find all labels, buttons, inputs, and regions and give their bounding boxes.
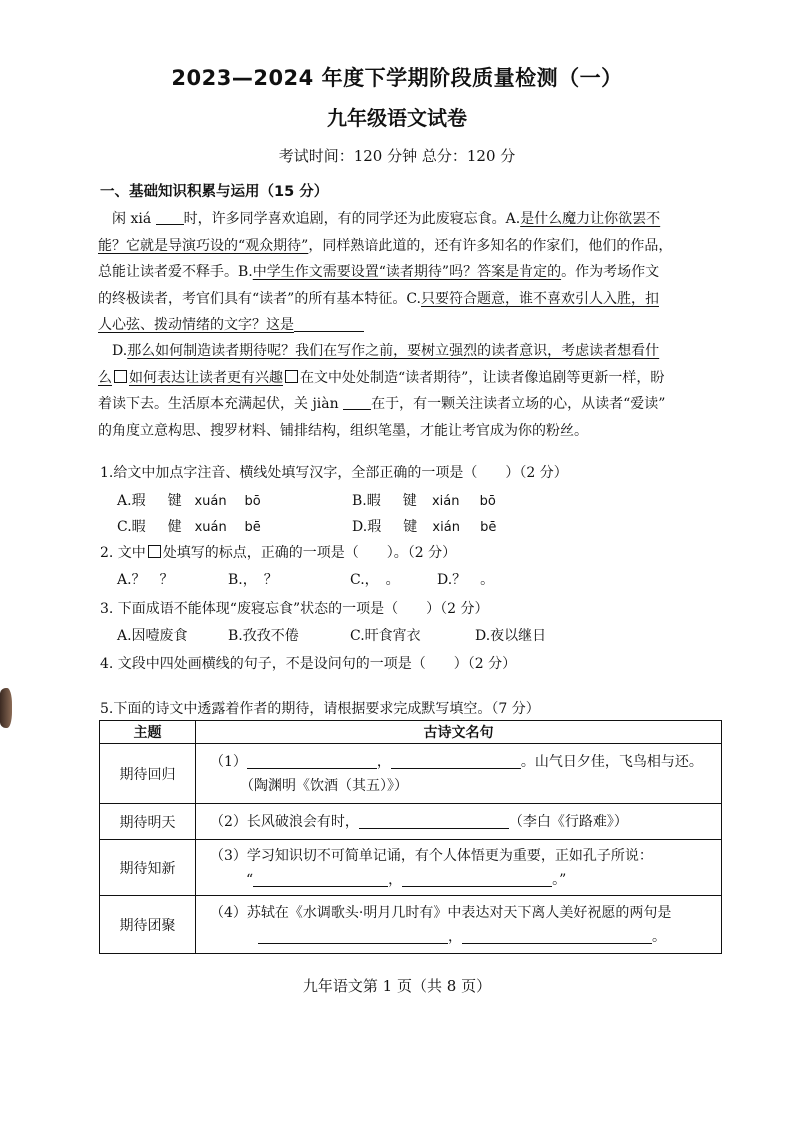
- question-1-option-c: C.暇 健 xuán bē: [117, 519, 261, 535]
- exam-subtitle: 九年级语文试卷: [327, 106, 467, 130]
- passage-line: 着读下去。生活原本充满起伏，关 jiàn 在于，有一颗关注读者立场的心，从读者“爱读”: [98, 396, 666, 412]
- passage-line: 么 如何表达让读者更有兴趣 在文中处处制造“读者期待”，让读者像追剧等更新一样，盼: [98, 369, 665, 386]
- question-3-option-b: B.孜孜不倦: [228, 628, 299, 644]
- question-3-option-c: C.旰食宵衣: [350, 628, 421, 644]
- page-footer: 九年语文第 1 页（共 8 页）: [302, 977, 492, 995]
- passage-line: 人心弦、拨动情绪的文字？这是: [98, 312, 738, 339]
- answer-cell: （2）长风破浪会有时， （李白《行路难》）: [196, 804, 722, 840]
- question-2-option-a: A.？ ？: [117, 572, 174, 588]
- exam-info: 考试时间：120 分钟 总分：120 分: [278, 147, 516, 165]
- passage-paragraph-2: [98, 338, 738, 444]
- passage-line: 闲 xiá 时，许多同学喜欢追剧，有的同学还为此废寝忘食。A.是什么魔力让你欲罢不: [112, 211, 661, 227]
- poem-table: [99, 720, 722, 954]
- punctuation-box: [148, 545, 161, 558]
- table-header-lines: 古诗文名句: [196, 721, 722, 744]
- topic-cell: 期待团聚: [100, 896, 196, 954]
- question-3-option-a: A.因噎废食: [117, 628, 188, 644]
- question-2-stem: 2. 文中 处填写的标点，正确的一项是（ ）。（2 分）: [100, 545, 457, 561]
- table-row: [100, 744, 722, 804]
- topic-cell: 期待知新: [100, 840, 196, 896]
- table-header-row: [100, 721, 722, 744]
- punctuation-box: [285, 370, 298, 383]
- question-2-option-d: D.？ 。: [437, 572, 495, 588]
- table-header-topic: 主题: [100, 721, 196, 744]
- answer-blank[interactable]: [247, 752, 377, 769]
- table-row: [100, 804, 722, 840]
- table-row: [100, 840, 722, 896]
- passage-line: 的终极读者，考官们具有“读者”的所有基本特征。C.只要符合题意，谁不喜欢引人入胜，扣: [98, 290, 659, 307]
- table-row: [100, 896, 722, 954]
- punctuation-box: [114, 370, 127, 383]
- question-2-option-c: C.， 。: [350, 572, 400, 588]
- fill-blank: [343, 395, 371, 410]
- fill-blank: [294, 315, 364, 332]
- passage-paragraph-1: [98, 206, 738, 339]
- answer-blank[interactable]: [258, 927, 448, 944]
- section-heading: 一、基础知识积累与运用（15 分）: [100, 184, 329, 200]
- question-1-stem: 1.给文中加点字注音、横线处填写汉字，全部正确的一项是（ ）（2 分）: [100, 465, 568, 481]
- question-5-stem: 5.下面的诗文中透露着作者的期待，请根据要求完成默写填空。（7 分）: [100, 701, 540, 717]
- question-2-option-b: B.， ？: [228, 572, 278, 588]
- question-1-option-d: D.瑕 键 xián bē: [352, 519, 497, 535]
- answer-blank[interactable]: [253, 870, 388, 887]
- passage-line: D.那么如何制造读者期待呢？我们在写作之前，要树立强烈的读者意识，考虑读者想看什: [112, 343, 660, 359]
- answer-blank[interactable]: [359, 812, 509, 829]
- answer-cell: （3）学习知识切不可简单记诵，有个人体悟更为重要，正如孔子所说： “ ， 。”: [196, 840, 722, 896]
- fill-blank: [156, 210, 184, 225]
- question-3-option-d: D.夜以继日: [475, 628, 547, 644]
- answer-blank[interactable]: [402, 870, 552, 887]
- question-3-stem: 3. 下面成语不能体现“废寝忘食”状态的一项是（ ）（2 分）: [100, 601, 489, 617]
- question-1-option-a: A.瑕 键 xuán bō: [117, 493, 261, 509]
- answer-blank[interactable]: [462, 927, 652, 944]
- passage-line: 总能让读者爱不释手。B.中学生作文需要设置“读者期待”吗？答案是肯定的。作为考场作文: [98, 264, 660, 280]
- passage-line: 的角度立意构思、搜罗材料、铺排结构，组织笔墨，才能让考官成为你的粉丝。: [98, 422, 588, 439]
- answer-blank[interactable]: [391, 752, 521, 769]
- topic-cell: 期待回归: [100, 744, 196, 804]
- answer-cell: （1） ， 。山气日夕佳，飞鸟相与还。 （陶渊明《饮酒（其五）》）: [196, 744, 722, 804]
- exam-title: 2023—2024 年度下学期阶段质量检测（一）: [171, 66, 623, 90]
- question-4-stem: 4. 文段中四处画横线的句子，不是设问句的一项是（ ）（2 分）: [100, 656, 517, 672]
- finger-smudge: [0, 688, 12, 728]
- passage-line: 能？它就是导演巧设的“观众期待”，同样熟谙此道的，还有许多知名的作家们，他们的作品，: [98, 237, 673, 254]
- topic-cell: 期待明天: [100, 804, 196, 840]
- answer-cell: （4）苏轼在《水调歌头·明月几时有》中表达对天下离人美好祝愿的两句是 ， 。: [196, 896, 722, 954]
- question-1-option-b: B.暇 键 xián bō: [352, 493, 496, 509]
